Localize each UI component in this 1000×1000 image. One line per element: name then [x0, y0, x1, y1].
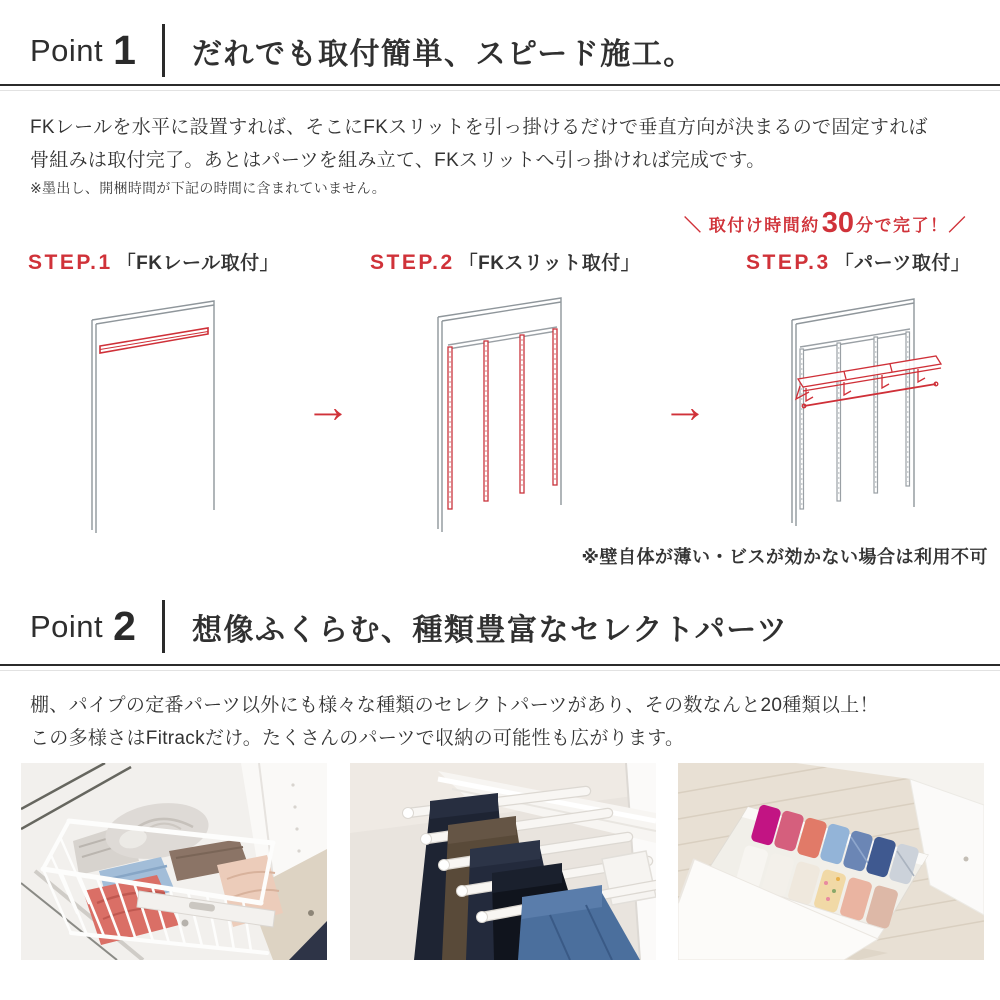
pants-rack-illustration — [350, 763, 656, 960]
photo-open-drawer — [678, 763, 984, 960]
point2-number: 2 — [113, 603, 136, 649]
install-time-badge — [684, 206, 967, 239]
arrow-right-icon: → — [305, 380, 351, 432]
point2-body-line1: 棚、パイプの定番パーツ以外にも様々な種類のセレクトパーツがあり、その数なんと20種類以上！ — [30, 695, 879, 716]
badge-prefix: ＼ 取付け時間約 — [684, 216, 820, 235]
point1-rule-dark — [0, 84, 1000, 86]
point2-header-divider — [162, 600, 165, 653]
photo-pants-rack — [350, 763, 656, 960]
point1-note: ※墨出し、開梱時間が下記の時間に含まれていません。 — [30, 180, 387, 196]
wire-basket-illustration — [21, 763, 327, 960]
step1-diagram-wall-with-fk-rail — [60, 288, 300, 546]
step3-title: 「パーツ取付」 — [834, 253, 971, 274]
point1-label: Point — [30, 32, 104, 68]
fk-slits — [448, 329, 557, 509]
drawer-illustration — [678, 763, 984, 960]
step3-heading — [746, 248, 970, 275]
point2-body — [30, 689, 879, 755]
step2-title: 「FKスリット取付」 — [458, 253, 641, 274]
point2-rule-light — [0, 670, 1000, 671]
point2-title: 想像ふくらむ、種類豊富なセレクトパーツ — [191, 613, 789, 647]
badge-number: 30 — [821, 207, 854, 239]
step1-title: 「FKレール取付」 — [116, 253, 280, 274]
point1-header — [30, 24, 695, 77]
badge-suffix: 分で完了！／ — [856, 216, 967, 235]
fk-rail — [100, 328, 208, 353]
wall-outline — [792, 299, 914, 526]
parts-shelf — [796, 356, 941, 408]
point1-title: だれでも取付簡単、スピード施工。 — [191, 37, 695, 71]
fk-slits-installed — [800, 332, 910, 509]
point2-body-line2: この多様さはFitrackだけ。たくさんのパーツで収納の可能性も広がります。 — [30, 728, 685, 749]
fk-rail-installed — [800, 329, 910, 351]
point1-body-line1: FKレールを水平に設置すれば、そこにFKスリットを引っ掛けるだけで垂直方向が決まるので固定すれば — [30, 117, 928, 138]
point1-body-line2: 骨組みは取付完了。あとはパーツを組み立て、FKスリットへ引っ掛ければ完成です。 — [30, 150, 766, 171]
step2-label: STEP.2 — [370, 251, 455, 274]
point2-header — [30, 600, 788, 653]
step3-label: STEP.3 — [746, 251, 831, 274]
point1-header-divider — [162, 24, 165, 77]
step2-diagram-wall-with-fk-slits — [400, 285, 640, 545]
wall-caveat-note: ※壁自体が薄い・ビスが効かない場合は利用不可 — [581, 547, 988, 567]
step1-heading — [28, 248, 279, 275]
point2-rule-dark — [0, 664, 1000, 666]
point1-body — [30, 111, 928, 177]
step1-label: STEP.1 — [28, 251, 113, 274]
arrow-right-icon: → — [662, 380, 708, 432]
fk-rail-installed — [448, 327, 557, 349]
step2-heading — [370, 248, 640, 275]
point1-number: 1 — [113, 27, 136, 73]
step3-diagram-wall-with-parts — [740, 285, 990, 543]
photo-pullout-wire-basket — [21, 763, 327, 960]
point1-rule-light — [0, 90, 1000, 91]
point2-label: Point — [30, 608, 104, 644]
